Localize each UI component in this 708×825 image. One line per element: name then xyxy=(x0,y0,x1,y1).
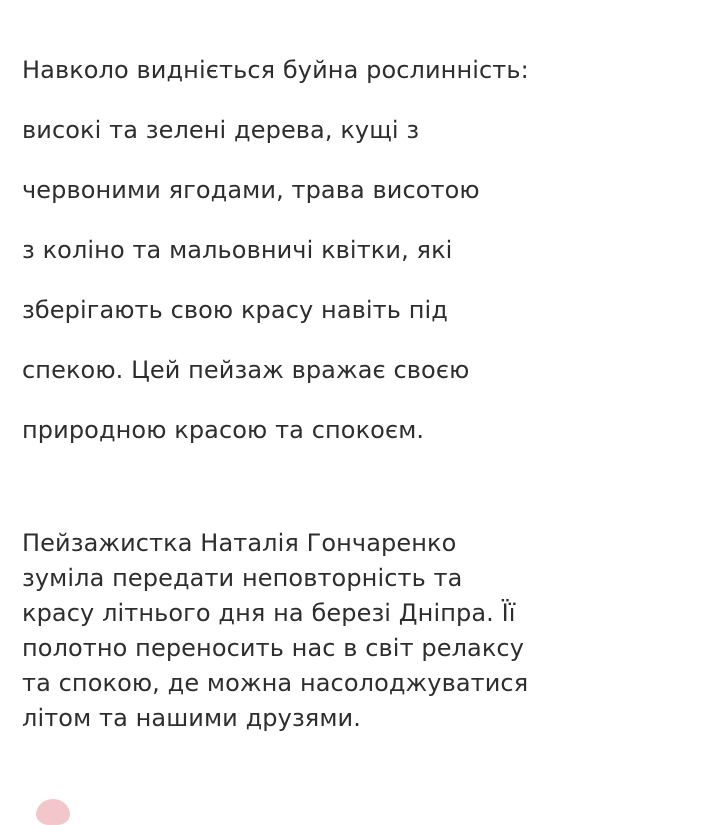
text-line: зуміла передати неповторність та xyxy=(22,564,463,592)
decorative-blob xyxy=(36,799,70,825)
paragraph-block-1 xyxy=(22,40,686,460)
text-line: Навколо видніється буйна рослинність: xyxy=(22,56,529,84)
text-line: зберігають свою красу навіть під xyxy=(22,296,448,324)
text-line: літом та нашими друзями. xyxy=(22,704,361,732)
text-line: природною красою та спокоєм. xyxy=(22,416,425,444)
text-line: та спокою, де можна насолоджуватися xyxy=(22,669,529,697)
text-line: червоними ягодами, трава висотою xyxy=(22,176,480,204)
text-line: Пейзажистка Наталія Гончаренко xyxy=(22,529,457,557)
text-line: з коліно та мальовничі квітки, які xyxy=(22,236,453,264)
paragraph-block-2 xyxy=(22,526,686,736)
text-line: полотно переносить нас в світ релаксу xyxy=(22,634,525,662)
text-line: красу літнього дня на березі Дніпра. Її xyxy=(22,599,516,627)
text-line: високі та зелені дерева, кущі з xyxy=(22,116,420,144)
paragraph-spacer xyxy=(22,460,686,526)
text-line: спекою. Цей пейзаж вражає своєю xyxy=(22,356,470,384)
